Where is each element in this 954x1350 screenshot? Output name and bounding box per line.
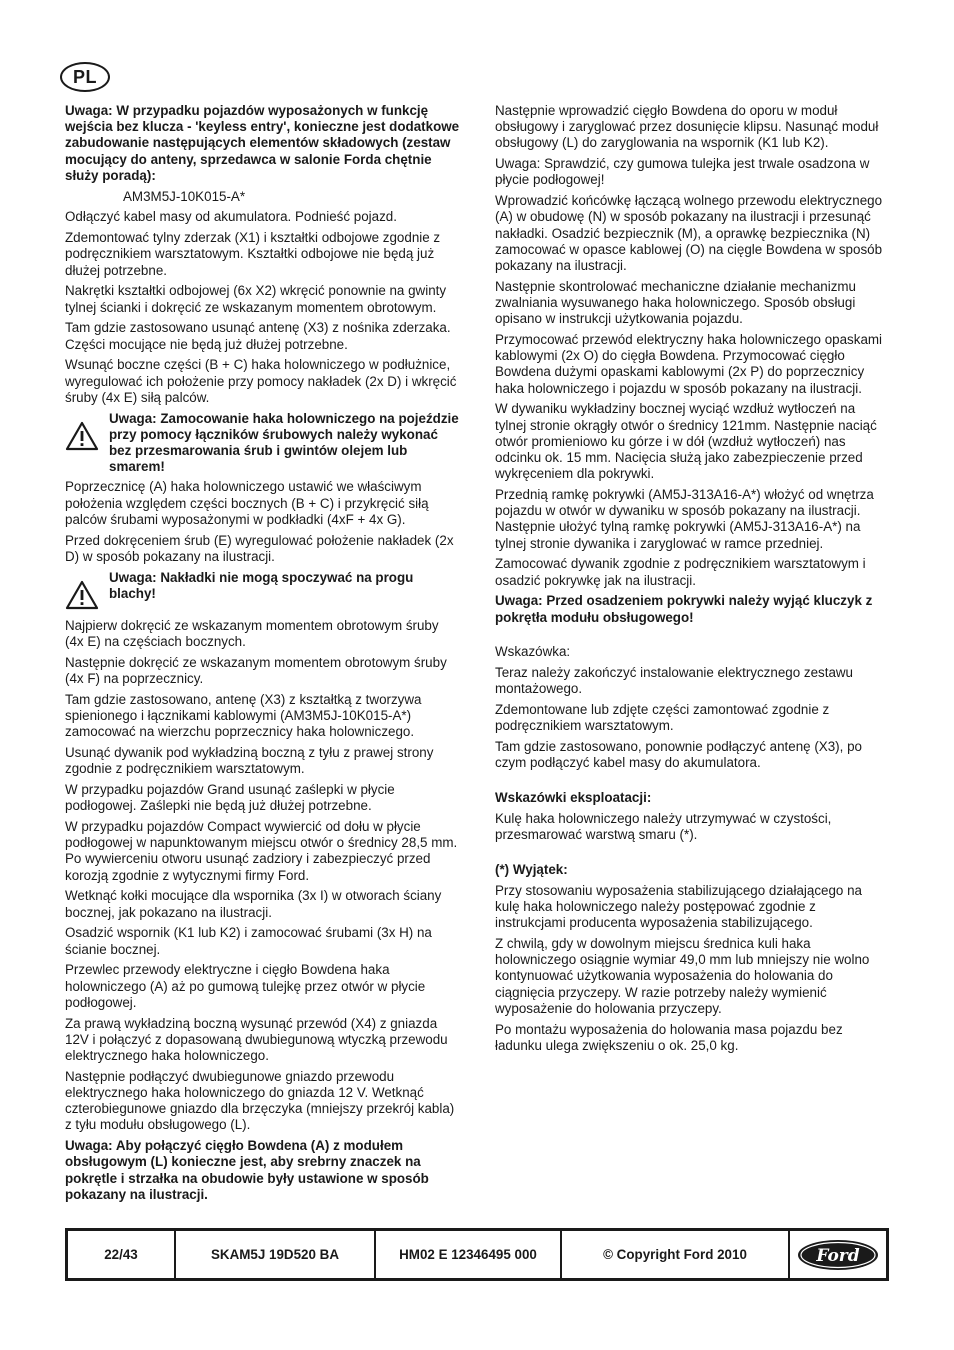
paragraph: Następnie dokręcić ze wskazanym momentem obrotowym śruby (4x F) na poprzecznicy.	[65, 654, 447, 687]
paragraph: Odłączyć kabel masy od akumulatora. Podnieść pojazd.	[65, 209, 397, 225]
spacer	[495, 776, 890, 790]
paragraph: Wskazówka:	[495, 644, 571, 660]
paragraph: Po montażu wyposażenia do holowania masa pojazdu bez ładunku ulega zwiększeniu o ok. 25,0 kg.	[495, 1021, 843, 1053]
paragraph: Zdemontowane lub zdjęte części zamontować zgodnie z podręcznikiem warsztatowym.	[495, 702, 830, 734]
spacer	[495, 630, 890, 644]
note-bold: Uwaga: W przypadku pojazdów wyposażonych w funkcję wejścia bez klucza - 'keyless entry', konieczne jest dodatkowe zabudowanie następujących elementów składowych (zestaw mocujący do anteny, sprzedawca w salonie Forda chętnie służy poradą):	[65, 103, 460, 183]
part-number-line: AM3M5J-10K015-A*	[123, 188, 246, 204]
part-number: SKAM5J 19D520 BA	[176, 1231, 376, 1278]
paragraph: Poprzecznicę (A) haka holowniczego ustawić we właściwym położenia względem części bocznych (B + C) i przykręcić siłą palców śrubami wyposażonymi w podkładki (4xF + 4x G).	[65, 479, 429, 527]
right-column	[495, 103, 890, 1059]
note-bold: Uwaga: Przed osadzeniem pokrywki należy wyjąć kluczyk z pokrętła modułu obsługowego!	[495, 593, 873, 625]
spacer	[495, 848, 890, 862]
warning-icon	[65, 421, 99, 451]
warning-note	[65, 411, 460, 476]
warning-text: Uwaga: Nakładki nie mogą spoczywać na progu blachy!	[109, 569, 414, 601]
paragraph: Przed dokręceniem śrub (E) wyregulować położenie nakładek (2x D) w sposób pokazany na ilustracji.	[65, 532, 454, 564]
paragraph: Tam gdzie zastosowano, ponownie podłączyć antenę (X3), po czym podłączyć kabel masy do akumulatora.	[495, 739, 862, 771]
paragraph: Następnie wprowadzić cięgło Bowdena do oporu w moduł obsługowy i zaryglować przez dosunięcie klipsu. Nasunąć moduł obsługowy (L) do zaryglowania na wspornik (K1 lub K2).	[495, 103, 879, 151]
section-heading: (*) Wyjątek:	[495, 862, 568, 878]
left-column	[65, 103, 460, 1208]
paragraph: Przewlec przewody elektryczne i cięgło Bowdena haka holowniczego (A) aż po gumową tulejkę przez otwór w płycie podłogowej.	[65, 962, 426, 1010]
paragraph: Osadzić wspornik (K1 lub K2) i zamocować śrubami (3x H) na ścianie bocznej.	[65, 925, 432, 957]
paragraph: Za prawą wykładziną boczną wysunąć przewód (X4) z gniazda 12V i połączyć z dopasowaną dwubiegunową wtyczką przewodu elektrycznego haka holowniczego.	[65, 1015, 448, 1064]
paragraph: Teraz należy zakończyć instalowanie elektrycznego zestawu montażowego.	[495, 665, 854, 697]
paragraph: Uwaga: Sprawdzić, czy gumowa tulejka jest trwale osadzona w płycie podłogowej!	[495, 156, 870, 188]
document-number: HM02 E 12346495 000	[376, 1231, 562, 1278]
paragraph: Tam gdzie zastosowano, antenę (X3) z kształtką z tworzywa spienionego i łącznikami kablowymi (AM3M5J-10K015-A*) zamocować na wierzchu poprzecznicy haka holowniczego.	[65, 691, 422, 740]
paragraph: Najpierw dokręcić ze wskazanym momentem obrotowym śruby (4x E) na częściach bocznych.	[65, 617, 439, 650]
paragraph: Kulę haka holowniczego należy utrzymywać w czystości, przesmarować warstwą smaru (*).	[495, 811, 832, 843]
footer-bar	[65, 1228, 889, 1281]
paragraph: Przy stosowaniu wyposażenia stabilizującego działającego na kulę haka holowniczego należy postępować zgodnie z instrukcjami producenta wyposażenia stabilizującego.	[495, 882, 862, 931]
paragraph: Zdemontować tylny zderzak (X1) i kształtki odbojowe zgodnie z podręcznikiem warsztatowym. Kształtki odbojowe nie będą już dłużej potrzebne.	[65, 230, 441, 278]
paragraph: Wprowadzić końcówkę łączącą wolnego przewodu elektrycznego (A) w obudowę (N) w sposób pokazany na ilustracji i przesunąć nakładki. Osadzić bezpiecznik (M), a oprawkę bezpiecznika (N) zamocować w opasce kablowej (O) na cięgle Bowdena w sposób pokazany na ilustracji.	[495, 193, 883, 274]
paragraph: W przypadku pojazdów Compact wywiercić od dołu w płycie podłogowej w napunktowanym miejscu otwór o średnicy 28,5 mm. Po wywierceniu otworu usunąć zadziory i zabezpieczyć przed korozją zgodnie z wytycznymi firmy Ford.	[65, 819, 458, 883]
note-bold: Uwaga: Aby połączyć cięgło Bowdena (A) z modułem obsługowym (L) konieczne jest, aby srebrny znaczek na pokrętle i strzałka na obudowie były ustawione w sposób pokazany na ilustracji.	[65, 1138, 429, 1202]
page-number: 22/43	[68, 1231, 176, 1278]
paragraph: Usunąć dywanik pod wykładziną boczną z tyłu z prawej strony zgodnie z podręcznikiem warsztatowym.	[65, 745, 434, 777]
warning-icon	[65, 580, 99, 610]
paragraph: Następnie podłączyć dwubiegunowe gniazdo przewodu elektrycznego haka holowniczego do gniazda 12 V. Wetknąć czterobiegunowe gniazdo dla brzęczyka (mniejszy przekrój kabla) z tyłu modułu obsługowego (L).	[65, 1068, 455, 1133]
section-heading: Wskazówki eksploatacji:	[495, 790, 652, 806]
paragraph: Wsunąć boczne części (B + C) haka holowniczego w podłużnice, wyregulować ich położenie przy pomocy nakładek (2x D) i wkręcić śruby (4x E) siłą palców.	[65, 357, 457, 405]
paragraph: W dywaniku wykładziny bocznej wyciąć wzdłuż wytłoczeń na tylnej stronie okrągły otwór o średnicy 121mm. Następnie naciąć otwór promieniowo ku górze i w dół (wzdłuż wytłoczeń) nas odcinku ok. 15 mm. Nacięcia służą jako zabezpieczenie przed wykręceniem dla pokrywki.	[495, 401, 877, 482]
paragraph: W przypadku pojazdów Grand usunąć zaślepki w płycie podłogowej. Zaślepki nie będą już dłużej potrzebne.	[65, 782, 395, 814]
paragraph: Przednią ramkę pokrywki (AM5J-313A16-A*) włożyć od wnętrza pojazdu w otwór w dywaniku w sposób pokazany na ilustracji. Następnie ułożyć tylną ramkę pokrywki (AM5J-313A16-A*) na tylnej stronie dywanika i zaryglować w ramce przedniej.	[495, 487, 874, 551]
svg-text:Ford: Ford	[816, 1245, 860, 1266]
copyright-text: © Copyright Ford 2010	[562, 1231, 790, 1278]
warning-text: Uwaga: Zamocowanie haka holowniczego na pojeździe przy pomocy łączników śrubowych należy wykonać bez przesmarowania śrub i gwintów olejem lub smarem!	[109, 410, 459, 475]
paragraph: Tam gdzie zastosowano usunąć antenę (X3) z nośnika zderzaka. Części mocujące nie będą już dłużej potrzebne.	[65, 320, 451, 352]
paragraph: Nakrętki kształtki odbojowej (6x X2) wkręcić ponownie na gwinty tylnej ścianki i dokręcić ze wskazanym momentem obrotowym.	[65, 283, 447, 315]
paragraph: Wetknąć kołki mocujące dla wspornika (3x I) w otworach ściany bocznej, jak pokazano na ilustracji.	[65, 888, 442, 920]
ford-logo	[790, 1231, 886, 1278]
paragraph: Z chwilą, gdy w dowolnym miejscu średnica kuli haka holowniczego osiągnie wymiar 49,0 mm lub mniejszy nie wolno kontynuować użytkowania wyposażenia do holowania do ciągnięcia przyczepy. W razie potrzeby należy wymienić wyposażenie do holowania przyczepy.	[495, 936, 870, 1016]
paragraph: Następnie skontrolować mechaniczne działanie mechanizmu zwalniania wysuwanego haka holowniczego. Sposób obsługi opisano w instrukcji użytkowania pojazdu.	[495, 278, 856, 327]
warning-note	[65, 570, 460, 614]
paragraph: Zamocować dywanik zgodnie z podręcznikiem warsztatowym i osadzić pokrywkę jak na ilustracji.	[495, 556, 866, 588]
language-badge: PL	[60, 62, 110, 92]
paragraph: Przymocować przewód elektryczny haka holowniczego opaskami kablowymi (2x O) do cięgła Bowdena. Przymocować cięgło Bowdena dużymi opaskami kablowymi (2x P) do poprzecznicy haka holowniczego i pojazdu w sposób pokazany na ilustracji.	[495, 332, 883, 396]
